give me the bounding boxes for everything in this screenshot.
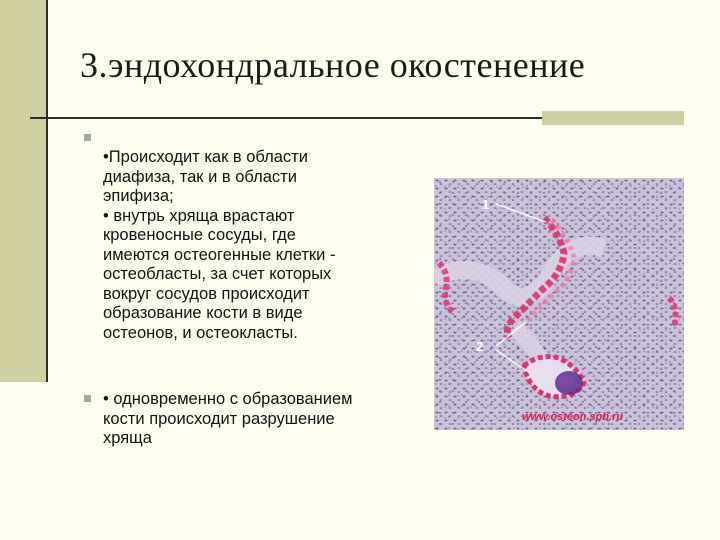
micrograph-image <box>434 178 684 430</box>
watermark: www.osteon.spb.ru <box>522 411 624 423</box>
text-line: образование кости в виде <box>103 304 303 322</box>
text-line: имеются остеогенные клетки - <box>103 245 336 264</box>
bullet-square-icon <box>84 395 91 402</box>
text-line: •Происходит как в области <box>103 148 308 166</box>
bullet-text-2 <box>103 390 423 449</box>
text-line: остеонов, и остеокласты. <box>103 323 298 342</box>
slide-title: 3.эндохондральное окостенение <box>80 45 586 85</box>
text-line: • внутрь хряща врастают <box>103 206 295 225</box>
text-line: остеобласты, за счет которых <box>103 265 332 283</box>
text-line: кровеносные сосуды, где <box>103 226 296 244</box>
figure-label-1: 1 <box>482 197 490 212</box>
text-line: эпифиза; <box>103 187 174 205</box>
text-line: хряща <box>103 429 152 447</box>
title-accent-block <box>542 111 684 125</box>
bullet-square-icon <box>84 134 91 141</box>
text-line: кости происходит разрушение <box>103 409 335 428</box>
osteoclast-nucleus <box>558 375 574 387</box>
histology-micrograph <box>434 178 684 430</box>
title-underline <box>30 117 542 119</box>
text-line: вокруг сосудов происходит <box>103 284 310 303</box>
left-accent-bar <box>0 0 46 382</box>
text-line: • одновременно с образованием <box>103 390 353 408</box>
left-accent-line <box>46 0 48 382</box>
text-line: диафиза, так и в области <box>103 167 297 186</box>
bullet-text-1 <box>103 148 403 343</box>
figure-label-2: 2 <box>476 339 484 354</box>
